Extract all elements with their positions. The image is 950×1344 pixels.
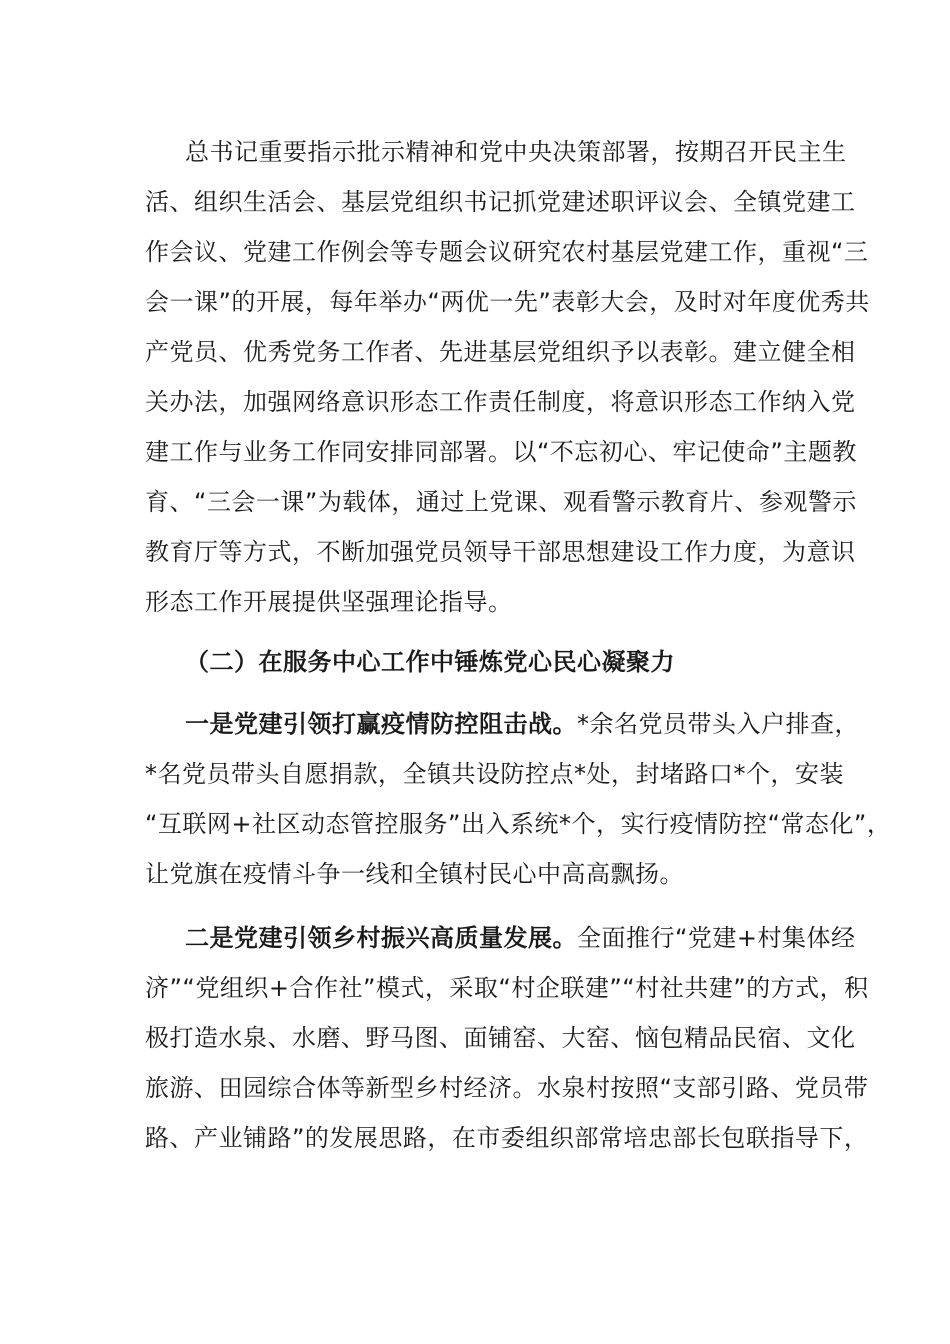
paragraph2-line-4: 让党旗在疫情斗争一线和全镇村民心中高高飘扬。 [145,860,684,888]
paragraph1-line-3: 作会议、党建工作例会等专题会议研究农村基层党建工作，重视“三 [145,238,869,266]
paragraph3-line-5: 路、产业铺路”的发展思路，在市委组织部常培忠部长包联指导下， [145,1124,869,1152]
paragraph3-line-1-rest: 全面推行“党建+村集体经 [577,924,856,952]
paragraph3-line-2: 济”“党组织+合作社”模式，采取“村企联建”“村社共建”的方式，积 [145,974,869,1002]
section-heading: （二）在服务中心工作中锤炼党心民心凝聚力 [185,648,675,676]
paragraph1-line-7: 建工作与业务工作同安排同部署。以“不忘初心、牢记使命”主题教 [145,438,857,466]
paragraph3-line-4: 旅游、田园综合体等新型乡村经济。水泉村按照“支部引路、党员带 [145,1074,869,1102]
paragraph3-lead: 二是党建引领乡村振兴高质量发展。 [185,924,577,952]
paragraph1-line-1: 总书记重要指示批示精神和党中央决策部署，按期召开民主生 [185,138,847,166]
paragraph3-line-3: 极打造水泉、水磨、野马图、面铺窑、大窑、恼包精品民宿、文化 [145,1024,856,1052]
paragraph1-line-10: 形态工作开展提供坚强理论指导。 [145,588,513,616]
paragraph2-line-1 [185,708,859,740]
paragraph2-line-2: *名党员带头自愿捐款，全镇共设防控点*处，封堵路口*个，安装 [145,760,844,788]
paragraph2-lead: 一是党建引领打赢疫情防控阻击战。 [185,710,577,738]
paragraph1-line-2: 活、组织生活会、基层党组织书记抓党建述职评议会、全镇党建工 [145,188,856,216]
paragraph1-line-5: 产党员、优秀党务工作者、先进基层党组织予以表彰。建立健全相 [145,338,856,366]
paragraph1-line-8: 育、“三会一课”为载体，通过上党课、观看警示教育片、参观警示 [145,488,857,516]
paragraph1-line-4: 会一课”的开展，每年举办“两优一先”表彰大会，及时对年度优秀共 [145,288,870,316]
paragraph3-line-1 [185,922,856,954]
paragraph2-line-1-rest: *余名党员带头入户排查， [577,710,859,738]
paragraph1-line-6: 关办法，加强网络意识形态工作责任制度，将意识形态工作纳入党 [145,388,856,416]
paragraph1-line-9: 教育厅等方式，不断加强党员领导干部思想建设工作力度，为意识 [145,538,856,566]
paragraph2-line-3: “互联网+社区动态管控服务”出入系统*个，实行疫情防控“常态化”， [145,810,892,838]
